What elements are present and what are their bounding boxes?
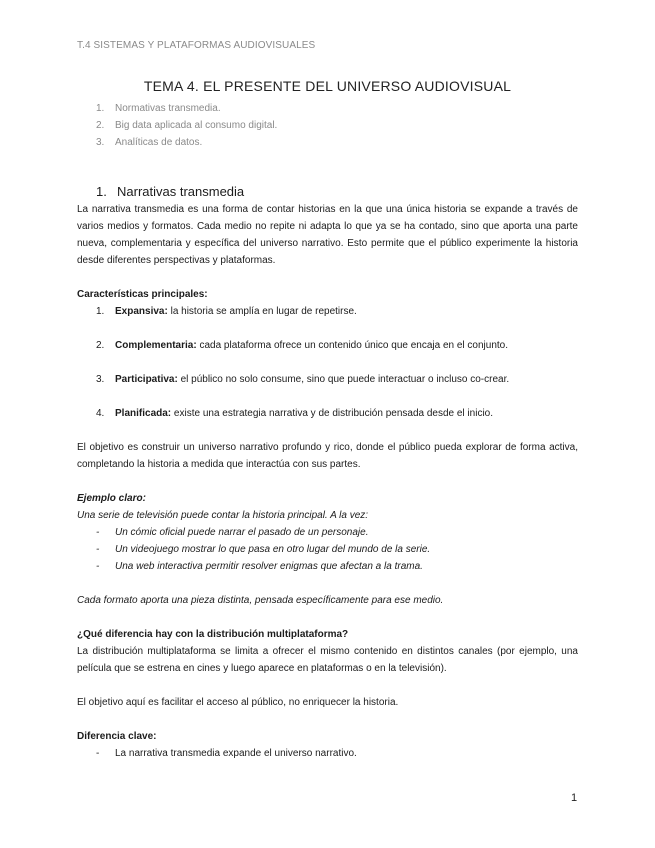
- question-heading: ¿Qué diferencia hay con la distribución multiplataforma?: [77, 629, 349, 640]
- example-heading: Ejemplo claro:: [77, 493, 146, 504]
- section-heading: 1. Narrativas transmedia: [96, 184, 245, 199]
- intro-paragraph: La narrativa transmedia es una forma de contar historias en la que una única historia se expande a través de varios medios y formatos. Cada medio no repite ni adapta lo que ya se ha contado, sino que aporta una parte nueva, complementaria y específica del universo narrativo. Esto permite que el público experimente la historia desde diferentes perspectivas y plataformas.: [77, 204, 578, 266]
- feature-item: 1. Expansiva: la historia se amplía en lugar de repetirse.: [96, 306, 357, 317]
- example-intro: Una serie de televisión puede contar la historia principal. A la vez:: [77, 510, 369, 521]
- objective-paragraph: El objetivo es construir un universo narrativo profundo y rico, donde el público pueda explorar de forma activa, completando la historia a medida que interactúa con sus partes.: [77, 442, 578, 470]
- table-of-contents: [96, 100, 277, 151]
- section-body: [77, 183, 578, 762]
- key-difference-heading: Diferencia clave:: [77, 731, 157, 742]
- page-title: TEMA 4. EL PRESENTE DEL UNIVERSO AUDIOVISUAL: [143, 78, 512, 94]
- example-close: Cada formato aporta una pieza distinta, pensada específicamente para ese medio.: [77, 595, 444, 606]
- toc-item: 3. Analíticas de datos.: [96, 137, 203, 148]
- feature-item: 2. Complementaria: cada plataforma ofrece un contenido único que encaja en el conjunto.: [96, 340, 509, 351]
- features-heading: Características principales:: [77, 289, 208, 300]
- feature-item: 3. Participativa: el público no solo consume, sino que puede interactuar o incluso co-crear.: [96, 374, 510, 385]
- multiplatform-paragraph: La distribución multiplataforma se limita a ofrecer el mismo contenido en distintos canales (por ejemplo, una película que se estrena en cines y luego aparece en plataformas o en la televisión).: [77, 646, 578, 674]
- feature-item: 4. Planificada: existe una estrategia narrativa y de distribución pensada desde el inicio.: [96, 408, 494, 419]
- example-item: - Un videojuego mostrar lo que pasa en otro lugar del mundo de la serie.: [96, 544, 431, 555]
- multiplatform-objective: El objetivo aquí es facilitar el acceso al público, no enriquecer la historia.: [77, 697, 399, 708]
- page-number: 1: [571, 792, 578, 804]
- example-item: - Una web interactiva permitir resolver enigmas que afectan a la trama.: [96, 561, 423, 572]
- running-header: T.4 SISTEMAS Y PLATAFORMAS AUDIOVISUALES: [77, 40, 316, 51]
- key-difference-item: - La narrativa transmedia expande el universo narrativo.: [96, 748, 357, 759]
- toc-item: 2. Big data aplicada al consumo digital.: [96, 120, 278, 131]
- example-item: - Un cómic oficial puede narrar el pasado de un personaje.: [96, 527, 369, 538]
- toc-item: 1. Normativas transmedia.: [96, 103, 221, 114]
